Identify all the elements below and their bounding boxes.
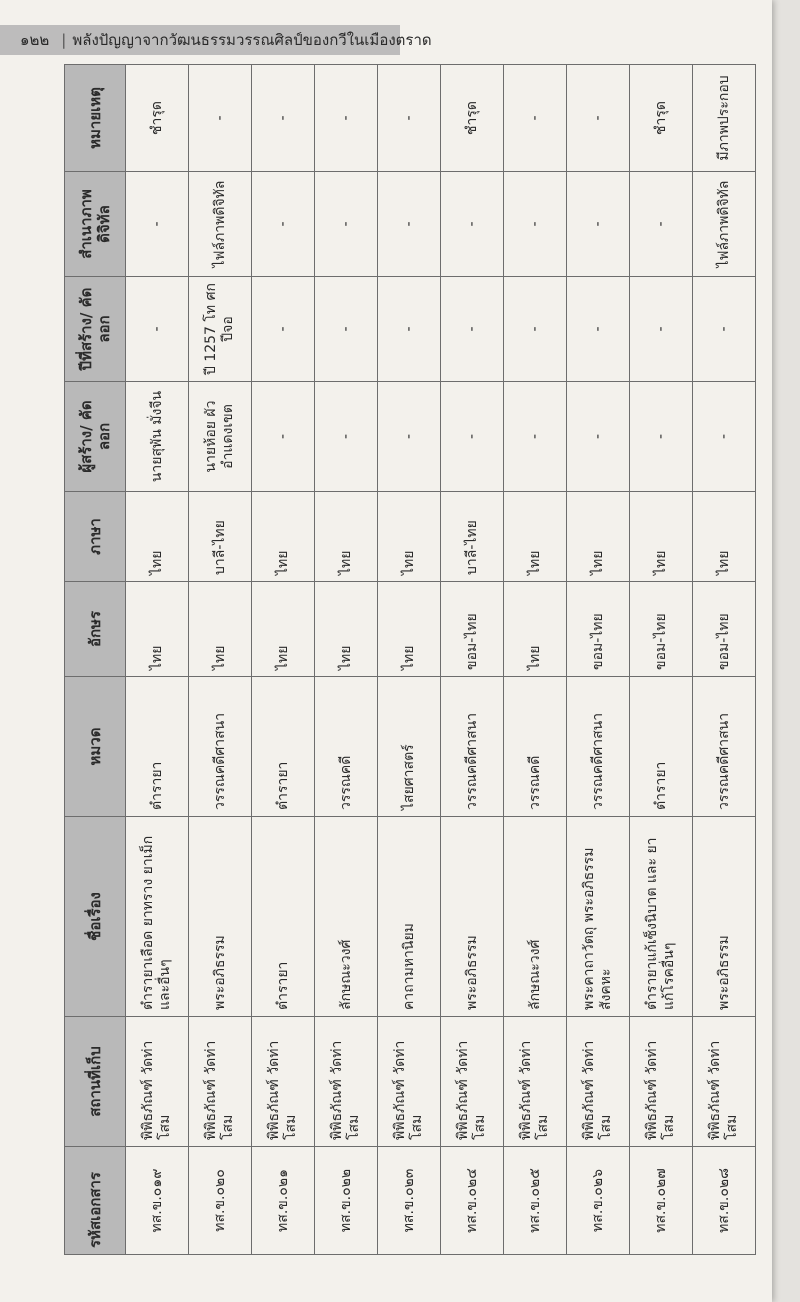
cell-title: พระคาถาวัตถุ พระอภิธรรม สังคหะ <box>567 817 630 1017</box>
page-number: ๑๒๒ <box>20 31 50 49</box>
cell-digital-copy: - <box>378 172 441 277</box>
cell-note: - <box>378 65 441 172</box>
column-header: ปีที่สร้าง/ คัดลอก <box>65 277 126 382</box>
cell-creator: - <box>315 382 378 492</box>
cell-year: - <box>126 277 189 382</box>
cell-location: พิพิธภัณฑ์ วัดท่าโสม <box>126 1017 189 1147</box>
column-header: สำเนาภาพ ดิจิทัล <box>65 172 126 277</box>
table-row <box>378 65 441 1255</box>
cell-year: - <box>630 277 693 382</box>
cell-location: พิพิธภัณฑ์ วัดท่าโสม <box>252 1017 315 1147</box>
cell-script: ไทย <box>252 582 315 677</box>
cell-category: วรรณคดีศาสนา <box>567 677 630 817</box>
cell-code: ทส.ข.๐๒๗ <box>630 1147 693 1255</box>
cell-code: ทส.ข.๐๒๑ <box>252 1147 315 1255</box>
cell-creator: - <box>693 382 756 492</box>
cell-location: พิพิธภัณฑ์ วัดท่าโสม <box>441 1017 504 1147</box>
cell-year: - <box>315 277 378 382</box>
cell-code: ทส.ข.๐๒๐ <box>189 1147 252 1255</box>
cell-creator: - <box>567 382 630 492</box>
cell-category: ตำรายา <box>126 677 189 817</box>
cell-location: พิพิธภัณฑ์ วัดท่าโสม <box>504 1017 567 1147</box>
cell-digital-copy: - <box>567 172 630 277</box>
cell-code: ทส.ข.๐๒๖ <box>567 1147 630 1255</box>
cell-year: ปี 1257 โท ศก ปีจอ <box>189 277 252 382</box>
column-header: ชื่อเรื่อง <box>65 817 126 1017</box>
cell-code: ทส.ข.๐๒๔ <box>441 1147 504 1255</box>
cell-language: ไทย <box>126 492 189 582</box>
cell-script: ขอม-ไทย <box>630 582 693 677</box>
cell-note: - <box>189 65 252 172</box>
table-row <box>189 65 252 1255</box>
cell-script: ขอม-ไทย <box>567 582 630 677</box>
cell-note: - <box>504 65 567 172</box>
cell-category: ไสยศาสตร์ <box>378 677 441 817</box>
cell-language: ไทย <box>315 492 378 582</box>
table-row <box>630 65 693 1255</box>
table-header-row <box>65 65 126 1255</box>
table-row <box>441 65 504 1255</box>
running-header <box>20 29 432 51</box>
cell-note: มีภาพประกอบ <box>693 65 756 172</box>
cell-note: - <box>252 65 315 172</box>
cell-digital-copy: - <box>630 172 693 277</box>
column-header: ผู้สร้าง/ คัดลอก <box>65 382 126 492</box>
cell-title: พระอภิธรรม <box>693 817 756 1017</box>
cell-year: - <box>567 277 630 382</box>
cell-creator: นายห้อย ผัว อำแดงเขต <box>189 382 252 492</box>
cell-category: วรรณคดีศาสนา <box>693 677 756 817</box>
cell-language: ไทย <box>504 492 567 582</box>
column-header: หมวด <box>65 677 126 817</box>
cell-language: บาลี-ไทย <box>189 492 252 582</box>
column-header: หมายเหตุ <box>65 65 126 172</box>
cell-script: ขอม-ไทย <box>441 582 504 677</box>
cell-title: ลักษณะวงศ์ <box>315 817 378 1017</box>
cell-category: วรรณคดีศาสนา <box>189 677 252 817</box>
cell-code: ทส.ข.๐๑๙ <box>126 1147 189 1255</box>
cell-language: ไทย <box>567 492 630 582</box>
cell-category: วรรณคดี <box>504 677 567 817</box>
cell-title: ลักษณะวงศ์ <box>504 817 567 1017</box>
cell-script: ไทย <box>315 582 378 677</box>
cell-year: - <box>693 277 756 382</box>
table-row <box>252 65 315 1255</box>
cell-title: พระอภิธรรม <box>189 817 252 1017</box>
cell-creator: - <box>378 382 441 492</box>
cell-language: บาลี-ไทย <box>441 492 504 582</box>
cell-script: ไทย <box>189 582 252 677</box>
cell-category: วรรณคดีศาสนา <box>441 677 504 817</box>
cell-location: พิพิธภัณฑ์ วัดท่าโสม <box>630 1017 693 1147</box>
cell-year: - <box>504 277 567 382</box>
cell-digital-copy: - <box>441 172 504 277</box>
column-header: สถานที่เก็บ <box>65 1017 126 1147</box>
cell-title: คาถามหานิยม <box>378 817 441 1017</box>
cell-digital-copy: ไฟล์ภาพดิจิทัล <box>189 172 252 277</box>
book-title: พลังปัญญาจากวัฒนธรรมวรรณศิลป์ของกวีในเมืองตราด <box>72 31 432 49</box>
cell-creator: - <box>252 382 315 492</box>
table-row <box>315 65 378 1255</box>
cell-title: ตำรายา <box>252 817 315 1017</box>
cell-script: ไทย <box>378 582 441 677</box>
cell-location: พิพิธภัณฑ์ วัดท่าโสม <box>378 1017 441 1147</box>
header-separator: | <box>61 31 67 49</box>
table-row <box>126 65 189 1255</box>
cell-script: ขอม-ไทย <box>693 582 756 677</box>
cell-creator: นายสุพัน มั่งจีน <box>126 382 189 492</box>
cell-year: - <box>441 277 504 382</box>
cell-creator: - <box>504 382 567 492</box>
cell-script: ไทย <box>126 582 189 677</box>
manuscript-table <box>64 64 756 1255</box>
cell-note: ชำรุด <box>441 65 504 172</box>
cell-year: - <box>378 277 441 382</box>
cell-language: ไทย <box>378 492 441 582</box>
cell-location: พิพิธภัณฑ์ วัดท่าโสม <box>315 1017 378 1147</box>
cell-note: - <box>315 65 378 172</box>
table-row <box>693 65 756 1255</box>
table-row <box>567 65 630 1255</box>
cell-digital-copy: - <box>252 172 315 277</box>
cell-digital-copy: - <box>126 172 189 277</box>
cell-digital-copy: ไฟล์ภาพดิจิทัล <box>693 172 756 277</box>
cell-creator: - <box>630 382 693 492</box>
cell-code: ทส.ข.๐๒๓ <box>378 1147 441 1255</box>
column-header: รหัสเอกสาร <box>65 1147 126 1255</box>
cell-language: ไทย <box>252 492 315 582</box>
cell-language: ไทย <box>630 492 693 582</box>
cell-location: พิพิธภัณฑ์ วัดท่าโสม <box>567 1017 630 1147</box>
cell-code: ทส.ข.๐๒๘ <box>693 1147 756 1255</box>
column-header: อักษร <box>65 582 126 677</box>
cell-digital-copy: - <box>315 172 378 277</box>
cell-title: พระอภิธรรม <box>441 817 504 1017</box>
cell-location: พิพิธภัณฑ์ วัดท่าโสม <box>189 1017 252 1147</box>
cell-note: ชำรุด <box>630 65 693 172</box>
rotated-table-wrapper <box>64 65 756 1255</box>
cell-location: พิพิธภัณฑ์ วัดท่าโสม <box>693 1017 756 1147</box>
cell-title: ตำรายาเลือด ยาทราง ยาเม็ก และอื่นๆ <box>126 817 189 1017</box>
cell-script: ไทย <box>504 582 567 677</box>
cell-note: - <box>567 65 630 172</box>
cell-category: วรรณคดี <box>315 677 378 817</box>
cell-year: - <box>252 277 315 382</box>
table-row <box>504 65 567 1255</box>
column-header: ภาษา <box>65 492 126 582</box>
cell-title: ตำรายาแก้เซ็งนิบาต และ ยาแก้โรคอื่นๆ <box>630 817 693 1017</box>
cell-category: ตำรายา <box>630 677 693 817</box>
cell-digital-copy: - <box>504 172 567 277</box>
cell-creator: - <box>441 382 504 492</box>
cell-note: ชำรุด <box>126 65 189 172</box>
cell-code: ทส.ข.๐๒๒ <box>315 1147 378 1255</box>
cell-language: ไทย <box>693 492 756 582</box>
cell-code: ทส.ข.๐๒๕ <box>504 1147 567 1255</box>
cell-category: ตำรายา <box>252 677 315 817</box>
